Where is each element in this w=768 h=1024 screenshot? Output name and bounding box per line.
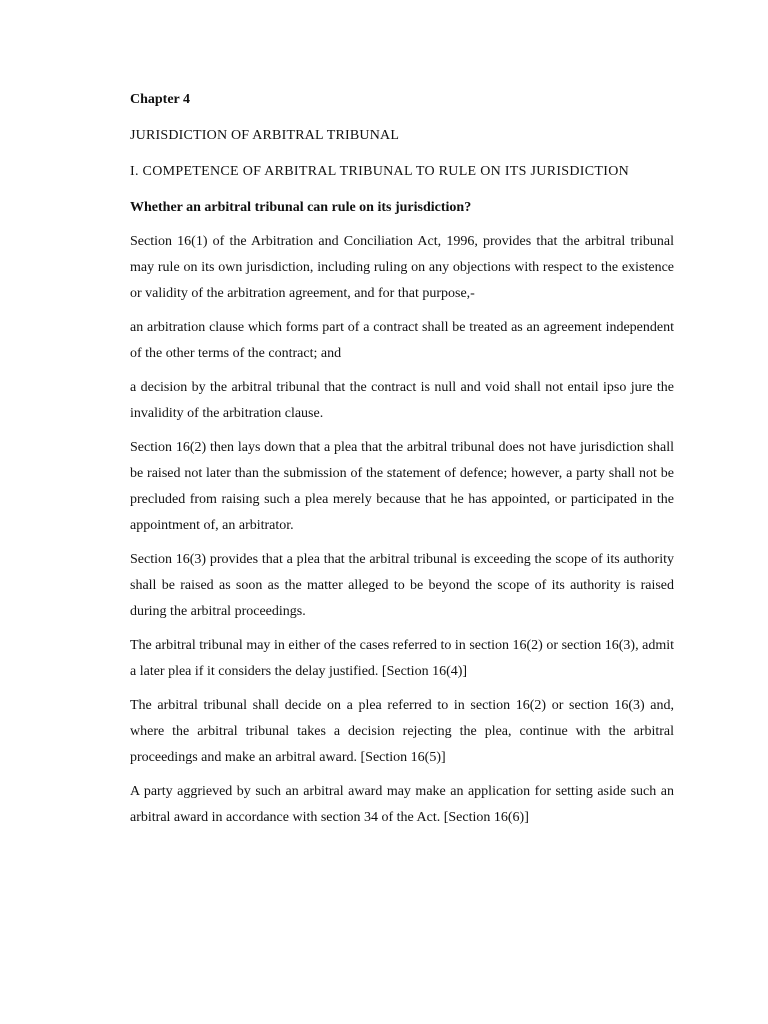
paragraph-null-and-void: a decision by the arbitral tribunal that the contract is null and void shall not entail ipso jure the invalidity of the arbitration clause. <box>130 380 674 421</box>
paragraph-section-16-1: Section 16(1) of the Arbitration and Conciliation Act, 1996, provides that the arbitral tribunal may rule on its own jurisdiction, including ruling on any objections with respect to the existence or validity of the arbitration agreement, and for that purpose,- <box>130 234 674 301</box>
paragraph-section-16-5: The arbitral tribunal shall decide on a plea referred to in section 16(2) or section 16(3) and, where the arbitral tribunal takes a decision rejecting the plea, continue with the arbitral proceedings and make an arbitral award. [Section 16(5)] <box>130 698 674 765</box>
question-heading: Whether an arbitral tribunal can rule on its jurisdiction? <box>130 200 472 215</box>
paragraph-section-16-4: The arbitral tribunal may in either of the cases referred to in section 16(2) or section 16(3), admit a later plea if it considers the delay justified. [Section 16(4)] <box>130 638 674 679</box>
document-page <box>130 87 674 839</box>
paragraph-section-16-2: Section 16(2) then lays down that a plea that the arbitral tribunal does not have jurisdiction shall be raised not later than the submission of the statement of defence; however, a party shall not be precluded from raising such a plea merely because that he has appointed, or participated in the appointment of, an arbitrator. <box>130 440 674 533</box>
paragraph-arbitration-clause: an arbitration clause which forms part of a contract shall be treated as an agreement independent of the other terms of the contract; and <box>130 320 674 361</box>
chapter-label: Chapter 4 <box>130 92 191 107</box>
paragraph-section-16-6: A party aggrieved by such an arbitral award may make an application for setting aside such an arbitral award in accordance with section 34 of the Act. [Section 16(6)] <box>130 784 674 825</box>
paragraph-section-16-3: Section 16(3) provides that a plea that the arbitral tribunal is exceeding the scope of its authority shall be raised as soon as the matter alleged to be beyond the scope of its authority is raised during the arbitral proceedings. <box>130 552 674 619</box>
section-heading: I. COMPETENCE OF ARBITRAL TRIBUNAL TO RULE ON ITS JURISDICTION <box>130 164 630 179</box>
chapter-title: JURISDICTION OF ARBITRAL TRIBUNAL <box>130 128 400 143</box>
